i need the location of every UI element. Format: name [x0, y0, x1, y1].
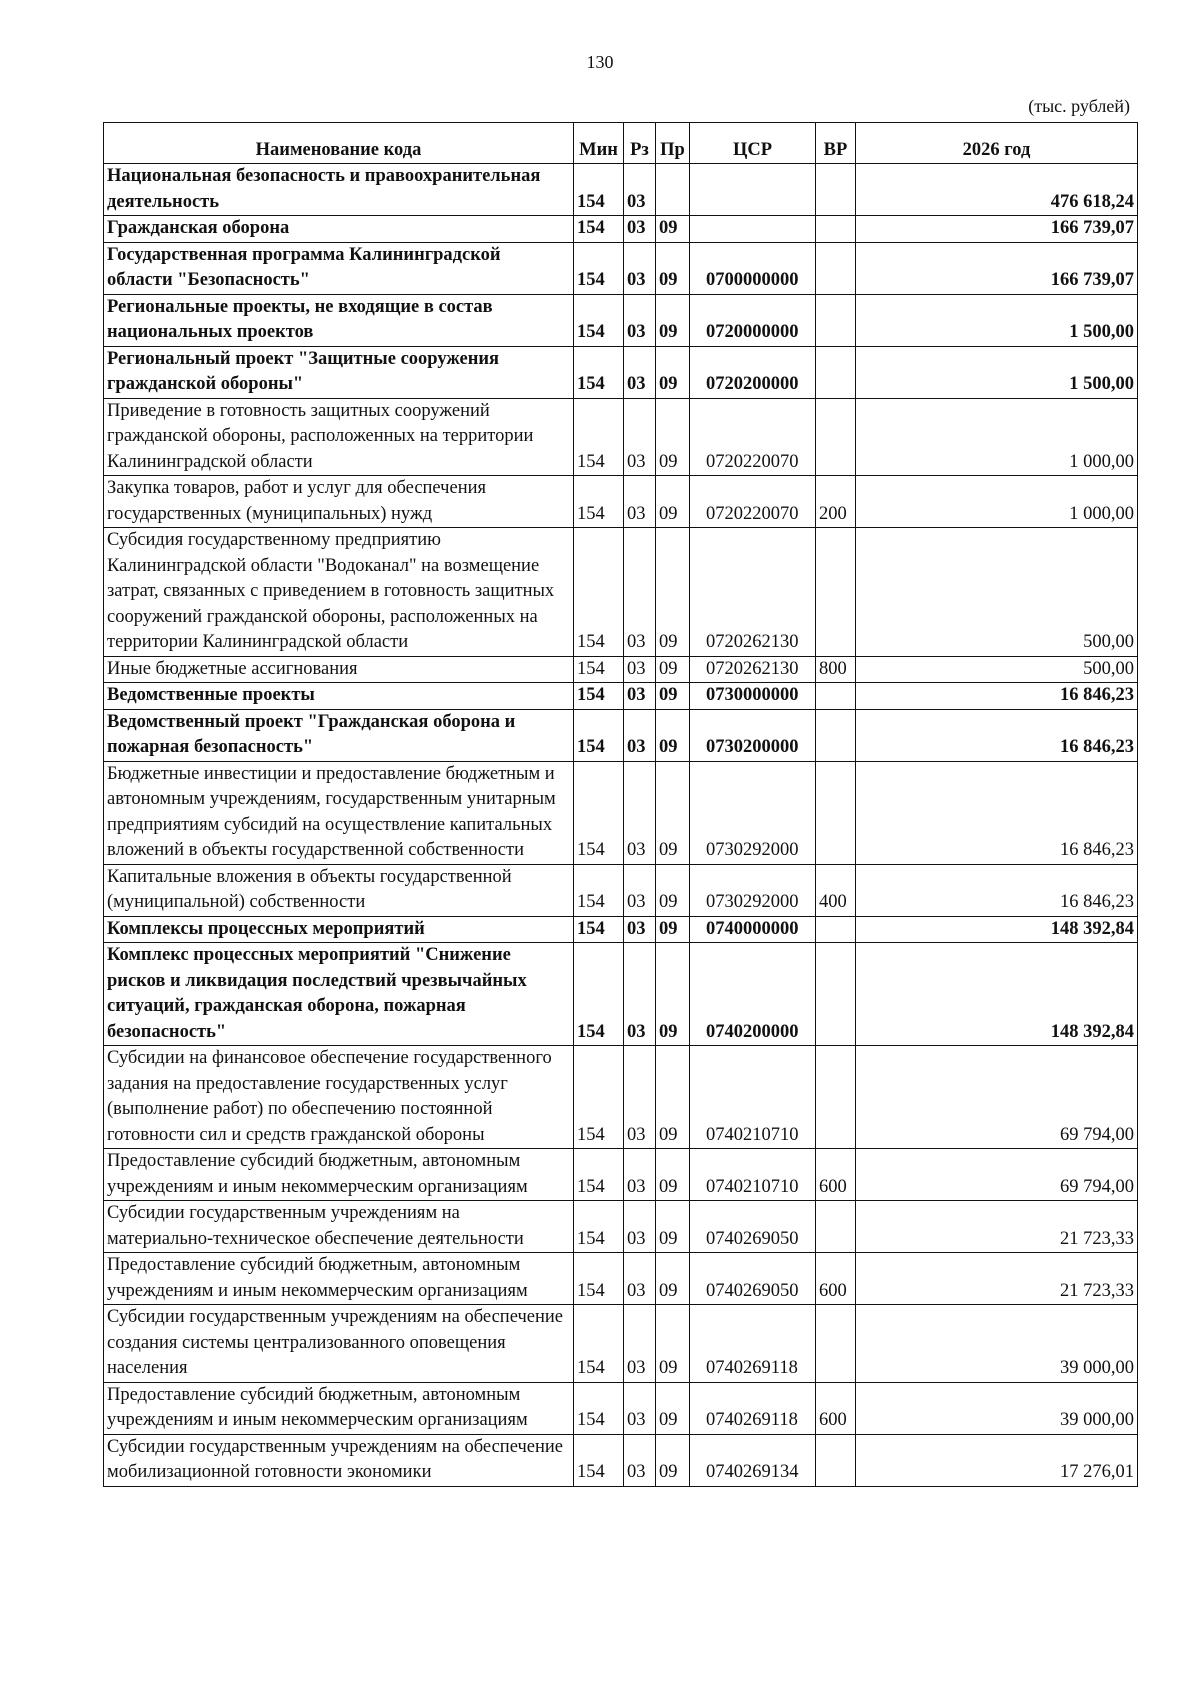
- table-row: [104, 656, 1138, 683]
- row-vr: [816, 1201, 856, 1253]
- row-vr: [816, 683, 856, 710]
- row-rz: 03: [624, 1149, 656, 1201]
- row-amount: 166 739,07: [856, 216, 1138, 243]
- header-vr: ВР: [816, 123, 856, 164]
- table-body: [104, 164, 1138, 1487]
- row-vr: [816, 709, 856, 761]
- table-row: [104, 476, 1138, 528]
- row-rz: 03: [624, 864, 656, 916]
- row-csr: 0730292000: [690, 864, 816, 916]
- row-amount: 1 000,00: [856, 476, 1138, 528]
- table-row: [104, 683, 1138, 710]
- row-vr: 200: [816, 476, 856, 528]
- header-pr: Пр: [656, 123, 690, 164]
- row-min: 154: [574, 916, 624, 943]
- row-vr: [816, 528, 856, 657]
- row-vr: [816, 346, 856, 398]
- row-csr: 0720220070: [690, 476, 816, 528]
- row-rz: 03: [624, 294, 656, 346]
- row-amount: 17 276,01: [856, 1434, 1138, 1486]
- row-rz: 03: [624, 528, 656, 657]
- row-amount: 1 500,00: [856, 346, 1138, 398]
- row-min: 154: [574, 528, 624, 657]
- row-amount: 16 846,23: [856, 683, 1138, 710]
- budget-table: [103, 122, 1138, 1487]
- row-rz: 03: [624, 346, 656, 398]
- row-pr: 09: [656, 709, 690, 761]
- row-vr: 600: [816, 1253, 856, 1305]
- row-min: 154: [574, 1149, 624, 1201]
- row-pr: 09: [656, 1434, 690, 1486]
- row-rz: 03: [624, 476, 656, 528]
- row-csr: 0740000000: [690, 916, 816, 943]
- row-min: 154: [574, 346, 624, 398]
- row-name: Предоставление субсидий бюджетным, автономным учреждениям и иным некоммерческим организациям: [104, 1382, 574, 1434]
- row-csr: 0740269118: [690, 1305, 816, 1383]
- row-csr: 0740269050: [690, 1201, 816, 1253]
- row-name: Предоставление субсидий бюджетным, автономным учреждениям и иным некоммерческим организациям: [104, 1253, 574, 1305]
- row-vr: [816, 1434, 856, 1486]
- row-pr: 09: [656, 943, 690, 1046]
- table-row: [104, 164, 1138, 216]
- row-amount: 39 000,00: [856, 1382, 1138, 1434]
- row-name: Региональный проект "Защитные сооружения гражданской обороны": [104, 346, 574, 398]
- row-amount: 166 739,07: [856, 242, 1138, 294]
- row-rz: 03: [624, 1046, 656, 1149]
- row-name: Предоставление субсидий бюджетным, автономным учреждениям и иным некоммерческим организациям: [104, 1149, 574, 1201]
- table-row: [104, 1382, 1138, 1434]
- row-vr: [816, 1046, 856, 1149]
- row-min: 154: [574, 1305, 624, 1383]
- row-amount: 16 846,23: [856, 761, 1138, 864]
- row-min: 154: [574, 476, 624, 528]
- row-csr: 0740269118: [690, 1382, 816, 1434]
- row-amount: 16 846,23: [856, 709, 1138, 761]
- row-min: 154: [574, 1382, 624, 1434]
- row-min: 154: [574, 1201, 624, 1253]
- row-pr: 09: [656, 864, 690, 916]
- row-rz: 03: [624, 656, 656, 683]
- row-rz: 03: [624, 164, 656, 216]
- row-name: Субсидии на финансовое обеспечение государственного задания на предоставление государственных услуг (выполнение работ) по обеспечению постоянной готовности сил и средств гражданской обороны: [104, 1046, 574, 1149]
- row-min: 154: [574, 216, 624, 243]
- row-min: 154: [574, 709, 624, 761]
- table-row: [104, 709, 1138, 761]
- row-rz: 03: [624, 761, 656, 864]
- row-min: 154: [574, 398, 624, 476]
- row-min: 154: [574, 242, 624, 294]
- row-csr: 0720000000: [690, 294, 816, 346]
- row-amount: 16 846,23: [856, 864, 1138, 916]
- row-name: Региональные проекты, не входящие в состав национальных проектов: [104, 294, 574, 346]
- row-csr: 0700000000: [690, 242, 816, 294]
- row-rz: 03: [624, 398, 656, 476]
- row-min: 154: [574, 1253, 624, 1305]
- row-min: 154: [574, 164, 624, 216]
- row-amount: 1 500,00: [856, 294, 1138, 346]
- row-pr: 09: [656, 916, 690, 943]
- row-rz: 03: [624, 916, 656, 943]
- row-vr: 400: [816, 864, 856, 916]
- header-amount: 2026 год: [856, 123, 1138, 164]
- row-pr: 09: [656, 1253, 690, 1305]
- row-name: Гражданская оборона: [104, 216, 574, 243]
- row-name: Государственная программа Калининградской области "Безопасность": [104, 242, 574, 294]
- table-row: [104, 1253, 1138, 1305]
- row-vr: [816, 398, 856, 476]
- row-csr: 0730000000: [690, 683, 816, 710]
- row-pr: 09: [656, 1201, 690, 1253]
- table-row: [104, 528, 1138, 657]
- row-rz: 03: [624, 1434, 656, 1486]
- row-rz: 03: [624, 1253, 656, 1305]
- row-csr: 0740210710: [690, 1046, 816, 1149]
- row-amount: 69 794,00: [856, 1149, 1138, 1201]
- row-name: Ведомственные проекты: [104, 683, 574, 710]
- row-min: 154: [574, 943, 624, 1046]
- row-vr: 600: [816, 1382, 856, 1434]
- row-vr: 800: [816, 656, 856, 683]
- row-name: Комплексы процессных мероприятий: [104, 916, 574, 943]
- row-amount: 500,00: [856, 528, 1138, 657]
- row-pr: 09: [656, 476, 690, 528]
- table-row: [104, 864, 1138, 916]
- row-name: Субсидии государственным учреждениям на обеспечение мобилизационной готовности экономики: [104, 1434, 574, 1486]
- row-csr: 0740269050: [690, 1253, 816, 1305]
- row-name: Национальная безопасность и правоохранительная деятельность: [104, 164, 574, 216]
- row-pr: 09: [656, 1305, 690, 1383]
- row-pr: 09: [656, 1046, 690, 1149]
- row-vr: [816, 1305, 856, 1383]
- table-row: [104, 1149, 1138, 1201]
- header-min: Мин: [574, 123, 624, 164]
- row-csr: [690, 164, 816, 216]
- row-name: Субсидия государственному предприятию Калининградской области "Водоканал" на возмещение затрат, связанных с приведением в готовность защитных сооружений гражданской обороны, расположенных на территории Калининградской области: [104, 528, 574, 657]
- row-rz: 03: [624, 709, 656, 761]
- table-row: [104, 216, 1138, 243]
- table-row: [104, 1201, 1138, 1253]
- row-min: 154: [574, 656, 624, 683]
- row-rz: 03: [624, 943, 656, 1046]
- units-label: (тыс. рублей): [1028, 96, 1130, 116]
- table-row: [104, 916, 1138, 943]
- row-csr: 0740200000: [690, 943, 816, 1046]
- table-row: [104, 943, 1138, 1046]
- row-vr: [816, 242, 856, 294]
- table-row: [104, 1434, 1138, 1486]
- row-csr: 0740210710: [690, 1149, 816, 1201]
- row-amount: 500,00: [856, 656, 1138, 683]
- row-csr: 0740269134: [690, 1434, 816, 1486]
- row-min: 154: [574, 294, 624, 346]
- row-name: Закупка товаров, работ и услуг для обеспечения государственных (муниципальных) нужд: [104, 476, 574, 528]
- row-name: Капитальные вложения в объекты государственной (муниципальной) собственности: [104, 864, 574, 916]
- row-name: Приведение в готовность защитных сооружений гражданской обороны, расположенных на территории Калининградской области: [104, 398, 574, 476]
- row-pr: 09: [656, 216, 690, 243]
- table-row: [104, 242, 1138, 294]
- row-vr: [816, 294, 856, 346]
- table-header-row: [104, 123, 1138, 164]
- header-csr: ЦСР: [690, 123, 816, 164]
- row-pr: 09: [656, 1149, 690, 1201]
- row-pr: 09: [656, 346, 690, 398]
- row-pr: 09: [656, 242, 690, 294]
- row-csr: 0720220070: [690, 398, 816, 476]
- row-pr: 09: [656, 398, 690, 476]
- row-amount: 148 392,84: [856, 916, 1138, 943]
- row-vr: 600: [816, 1149, 856, 1201]
- row-amount: 21 723,33: [856, 1201, 1138, 1253]
- row-name: Субсидии государственным учреждениям на обеспечение создания системы централизованного оповещения населения: [104, 1305, 574, 1383]
- row-amount: 1 000,00: [856, 398, 1138, 476]
- row-vr: [816, 943, 856, 1046]
- header-name: Наименование кода: [104, 123, 574, 164]
- row-name: Ведомственный проект "Гражданская оборона и пожарная безопасность": [104, 709, 574, 761]
- row-rz: 03: [624, 1201, 656, 1253]
- row-min: 154: [574, 1046, 624, 1149]
- row-name: Иные бюджетные ассигнования: [104, 656, 574, 683]
- row-pr: [656, 164, 690, 216]
- table-row: [104, 1046, 1138, 1149]
- table-row: [104, 398, 1138, 476]
- row-rz: 03: [624, 1305, 656, 1383]
- row-csr: 0720200000: [690, 346, 816, 398]
- table-row: [104, 761, 1138, 864]
- row-min: 154: [574, 864, 624, 916]
- table-row: [104, 346, 1138, 398]
- row-pr: 09: [656, 761, 690, 864]
- row-amount: 69 794,00: [856, 1046, 1138, 1149]
- row-vr: [816, 164, 856, 216]
- row-amount: 21 723,33: [856, 1253, 1138, 1305]
- row-rz: 03: [624, 683, 656, 710]
- row-rz: 03: [624, 242, 656, 294]
- row-pr: 09: [656, 656, 690, 683]
- row-name: Субсидии государственным учреждениям на материально-техническое обеспечение деятельности: [104, 1201, 574, 1253]
- table-row: [104, 294, 1138, 346]
- row-amount: 39 000,00: [856, 1305, 1138, 1383]
- row-pr: 09: [656, 294, 690, 346]
- row-rz: 03: [624, 1382, 656, 1434]
- row-amount: 476 618,24: [856, 164, 1138, 216]
- row-min: 154: [574, 683, 624, 710]
- row-rz: 03: [624, 216, 656, 243]
- header-rz: Рз: [624, 123, 656, 164]
- row-min: 154: [574, 1434, 624, 1486]
- row-name: Бюджетные инвестиции и предоставление бюджетным и автономным учреждениям, государственным унитарным предприятиям субсидий на осуществление капитальных вложений в объекты государственной собственности: [104, 761, 574, 864]
- row-min: 154: [574, 761, 624, 864]
- row-csr: 0720262130: [690, 656, 816, 683]
- row-csr: 0720262130: [690, 528, 816, 657]
- page-number: 130: [586, 52, 614, 72]
- row-amount: 148 392,84: [856, 943, 1138, 1046]
- row-pr: 09: [656, 683, 690, 710]
- row-csr: 0730292000: [690, 761, 816, 864]
- row-name: Комплекс процессных мероприятий "Снижение рисков и ликвидация последствий чрезвычайных ситуаций, гражданская оборона, пожарная безопасность": [104, 943, 574, 1046]
- row-csr: 0730200000: [690, 709, 816, 761]
- row-csr: [690, 216, 816, 243]
- row-vr: [816, 916, 856, 943]
- row-pr: 09: [656, 528, 690, 657]
- row-pr: 09: [656, 1382, 690, 1434]
- table-row: [104, 1305, 1138, 1383]
- row-vr: [816, 761, 856, 864]
- row-vr: [816, 216, 856, 243]
